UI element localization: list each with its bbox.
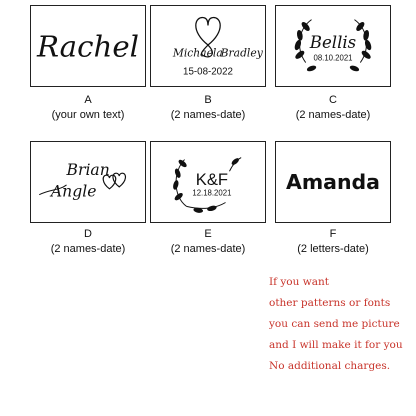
option-d-card[interactable] <box>30 141 146 223</box>
option-e-preview <box>151 142 265 222</box>
option-a-name: Rachel <box>36 29 140 64</box>
option-c-date: 08.10.2021 <box>313 53 353 63</box>
heart-icon <box>196 18 220 45</box>
option-e-initials: K&F <box>195 169 229 189</box>
note-line-4: and I will make it for you <box>269 339 403 351</box>
option-e-letter: E <box>204 228 212 240</box>
option-b-name2: Bradley <box>220 46 263 60</box>
option-f-letter: F <box>329 228 337 240</box>
option-a-card[interactable] <box>30 5 146 87</box>
option-e-desc: (2 names-date) <box>170 243 246 255</box>
note-line-1: If you want <box>269 276 329 288</box>
option-a-desc: (your own text) <box>51 109 125 121</box>
option-f-card[interactable] <box>275 141 391 223</box>
option-d-desc: (2 names-date) <box>50 243 126 255</box>
option-c-name: Bellis <box>309 32 357 52</box>
option-d-preview <box>31 142 145 222</box>
option-f-desc: (2 letters-date) <box>297 243 369 255</box>
option-b-preview <box>151 6 265 86</box>
option-f-name: Amanda <box>285 169 381 194</box>
option-b-date: 15-08-2022 <box>183 66 233 78</box>
double-heart-icon <box>103 173 125 189</box>
option-b-name1: Michaela <box>172 46 223 60</box>
note-line-3: you can send me picture <box>269 318 400 330</box>
note-line-5: No additional charges. <box>269 360 391 372</box>
option-c-card[interactable] <box>275 5 391 87</box>
option-d-name1: Brian <box>66 161 110 180</box>
option-e-card[interactable] <box>150 141 266 223</box>
option-d-name2: Angle <box>50 182 97 201</box>
option-c-desc: (2 names-date) <box>295 109 371 121</box>
option-b-desc: (2 names-date) <box>170 109 246 121</box>
option-a-preview <box>31 6 145 86</box>
option-e-date: 12.18.2021 <box>192 188 232 198</box>
note-line-2: other patterns or fonts <box>269 297 391 309</box>
option-d-letter: D <box>84 228 92 240</box>
option-c-letter: C <box>329 94 337 106</box>
option-f-preview <box>276 142 390 222</box>
option-b-card[interactable] <box>150 5 266 87</box>
option-b-letter: B <box>204 94 212 106</box>
option-a-letter: A <box>84 94 92 106</box>
option-c-preview <box>276 6 390 86</box>
